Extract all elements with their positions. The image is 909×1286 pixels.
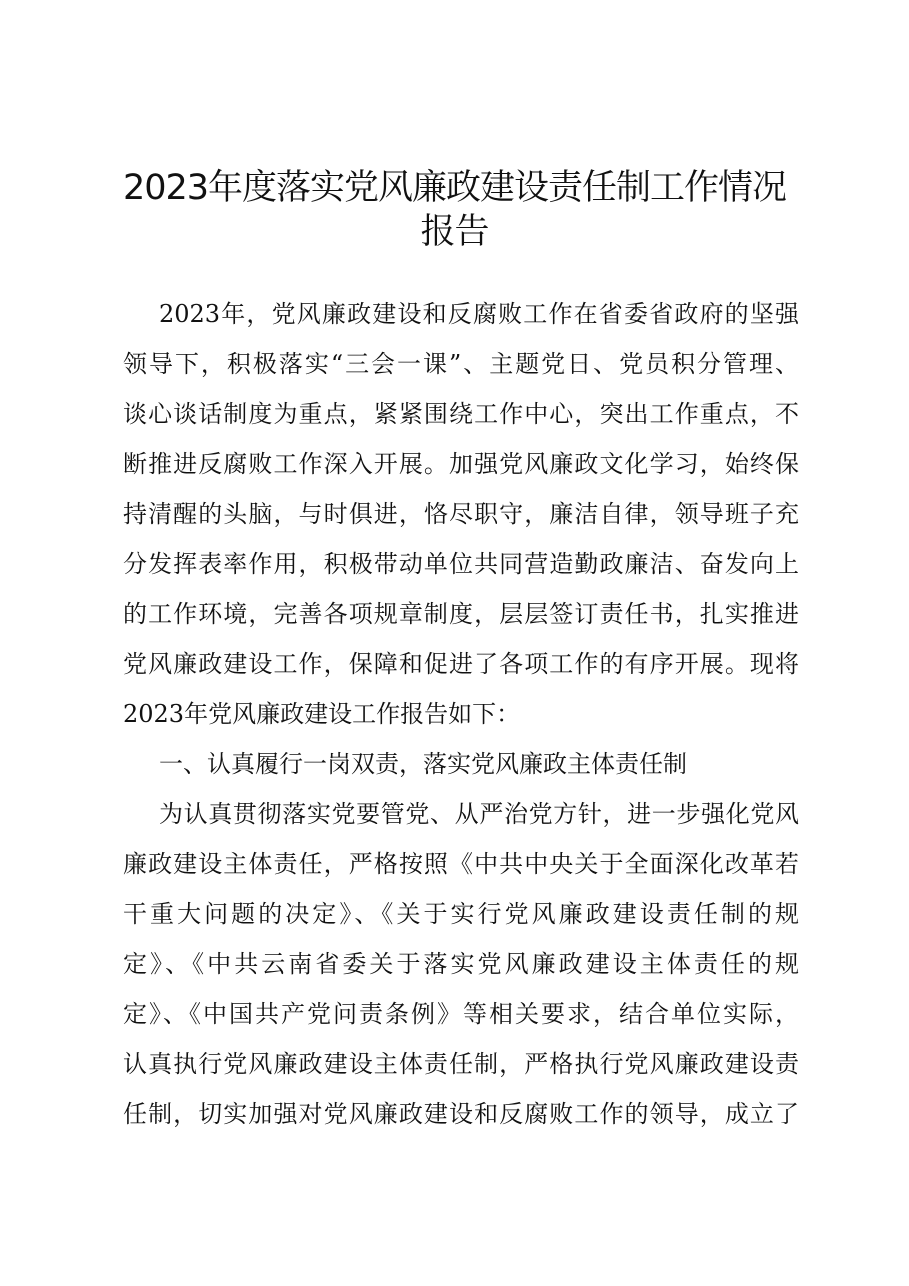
paragraph-2-line-4: 定》、《中共云南省委关于落实党风廉政建设主体责任的规 <box>123 950 799 978</box>
paragraph-1-line-6: 分发挥表率作用，积极带动单位共同营造勤政廉洁、奋发向上 <box>123 550 799 578</box>
paragraph-1-line-7: 的工作环境，完善各项规章制度，层层签订责任书，扎实推进 <box>123 600 799 628</box>
document-title-line-1: 2023年度落实党风廉政建设责任制工作情况 <box>122 168 787 208</box>
paragraph-1-line-8: 党风廉政建设工作，保障和促进了各项工作的有序开展。现将 <box>123 650 799 678</box>
paragraph-1-line-4: 断推进反腐败工作深入开展。加强党风廉政文化学习，始终保 <box>123 450 799 478</box>
paragraph-2-line-2: 廉政建设主体责任，严格按照《中共中央关于全面深化改革若 <box>123 850 799 878</box>
paragraph-2-line-6: 认真执行党风廉政建设主体责任制，严格执行党风廉政建设责 <box>123 1050 799 1078</box>
paragraph-2-line-5: 定》、《中国共产党问责条例》等相关要求，结合单位实际， <box>123 1000 799 1028</box>
document-title-line-2: 报告 <box>420 212 489 252</box>
paragraph-1-line-9: 2023年党风廉政建设工作报告如下： <box>123 700 521 728</box>
paragraph-1-line-1: 2023年，党风廉政建设和反腐败工作在省委省政府的坚强 <box>159 300 799 328</box>
paragraph-2-line-1: 为认真贯彻落实党要管党、从严治党方针，进一步强化党风 <box>159 800 799 828</box>
section-1-heading: 一、认真履行一岗双责，落实党风廉政主体责任制 <box>159 750 687 778</box>
paragraph-1-line-5: 持清醒的头脑，与时俱进，恪尽职守，廉洁自律，领导班子充 <box>123 500 799 528</box>
paragraph-2-line-3: 干重大问题的决定》、《关于实行党风廉政建设责任制的规 <box>123 900 799 928</box>
paragraph-2-line-7: 任制，切实加强对党风廉政建设和反腐败工作的领导，成立了 <box>123 1100 799 1128</box>
paragraph-1-line-3: 谈心谈话制度为重点，紧紧围绕工作中心，突出工作重点，不 <box>123 400 799 428</box>
paragraph-1-line-2: 领导下，积极落实“三会一课”、主题党日、党员积分管理、 <box>123 350 799 378</box>
